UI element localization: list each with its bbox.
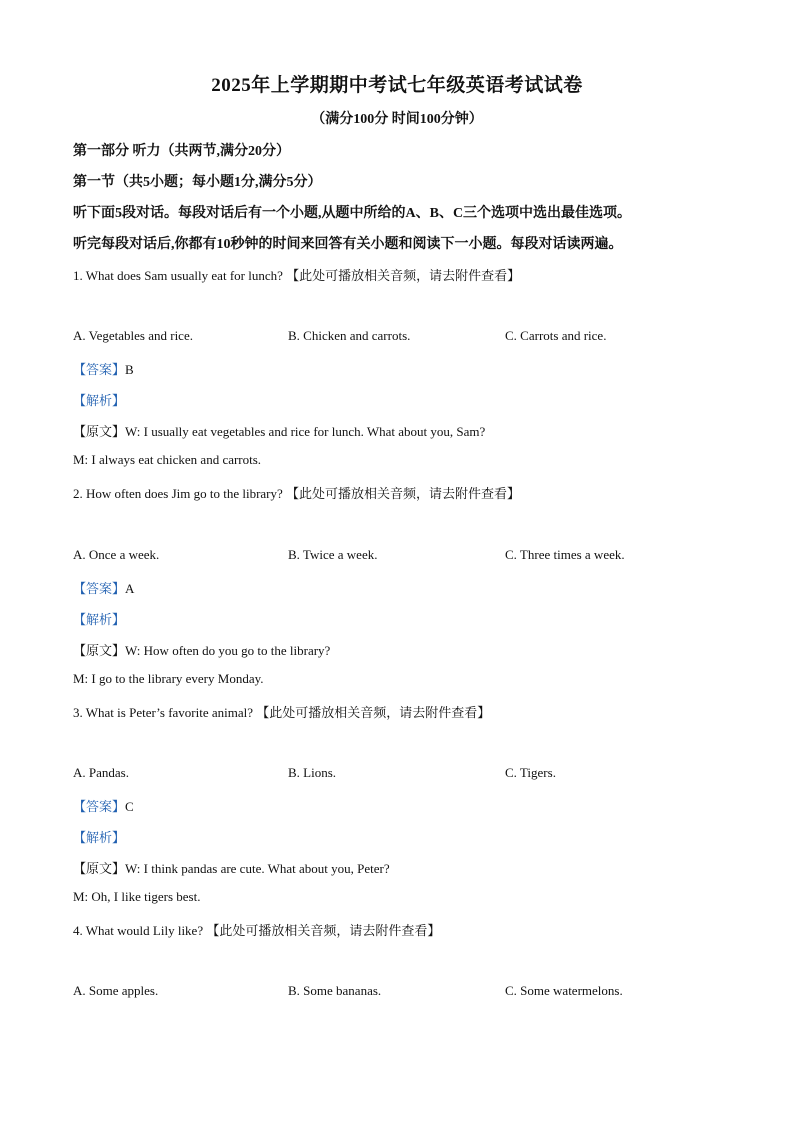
question-2-answer [73, 578, 134, 597]
question-1-original [73, 421, 485, 440]
original-label: 【原文】 [73, 424, 126, 439]
question-4-option-c: C. Some watermelons. [505, 983, 623, 998]
question-1-option-a: A. Vegetables and rice. [73, 328, 193, 343]
question-1-option-c: C. Carrots and rice. [505, 328, 607, 343]
original-text: W: I usually eat vegetables and rice for lunch. What about you, Sam? [125, 424, 486, 439]
question-4-text: 4. What would Lily like? 【此处可播放相关音频，请去附件查看】 [73, 923, 441, 938]
instruction-line-2: 听完每段对话后,你都有10秒钟的时间来回答有关小题和阅读下一小题。每段对话读两遍。 [73, 237, 623, 252]
question-2-analysis-label: 【解析】 [73, 612, 126, 627]
answer-value: C [125, 799, 134, 814]
question-1-analysis-label: 【解析】 [73, 393, 126, 408]
answer-value: B [125, 362, 134, 377]
question-3-answer [73, 796, 134, 815]
original-label: 【原文】 [73, 643, 126, 658]
question-1-option-b: B. Chicken and carrots. [288, 328, 411, 343]
original-text: W: How often do you go to the library? [125, 643, 331, 658]
section-heading: 第一节（共5小题；每小题1分,满分5分） [73, 175, 322, 190]
question-2-text: 2. How often does Jim go to the library? 【此处可播放相关音频，请去附件查看】 [73, 486, 521, 501]
question-3-option-a: A. Pandas. [73, 765, 129, 780]
page-subtitle: （满分100分 时间100分钟） [311, 112, 483, 127]
question-4-option-b: B. Some bananas. [288, 983, 382, 998]
question-2-original [73, 640, 330, 659]
original-label: 【原文】 [73, 861, 126, 876]
page-title: 2025年上学期期中考试七年级英语考试试卷 [211, 75, 583, 96]
question-3-original [73, 858, 390, 877]
question-3-option-c: C. Tigers. [505, 765, 556, 780]
answer-label: 【答案】 [73, 581, 126, 596]
question-2-option-c: C. Three times a week. [505, 547, 625, 562]
question-4-option-a: A. Some apples. [73, 983, 159, 998]
answer-value: A [125, 581, 135, 596]
answer-label: 【答案】 [73, 799, 126, 814]
answer-label: 【答案】 [73, 362, 126, 377]
question-1-text: 1. What does Sam usually eat for lunch? 【此处可播放相关音频，请去附件查看】 [73, 268, 521, 283]
question-3-option-b: B. Lions. [288, 765, 337, 780]
part-heading: 第一部分 听力（共两节,满分20分） [73, 144, 290, 159]
instruction-line-1: 听下面5段对话。每段对话后有一个小题,从题中所给的A、B、C三个选项中选出最佳选项。 [73, 206, 632, 221]
question-3-reply: M: Oh, I like tigers best. [73, 889, 201, 904]
question-1-reply: M: I always eat chicken and carrots. [73, 452, 262, 467]
original-text: W: I think pandas are cute. What about you, Peter? [125, 861, 390, 876]
question-1-answer [73, 359, 134, 378]
question-3-text: 3. What is Peter’s favorite animal? 【此处可播放相关音频，请去附件查看】 [73, 705, 491, 720]
question-2-option-a: A. Once a week. [73, 547, 160, 562]
question-3-analysis-label: 【解析】 [73, 830, 126, 845]
question-2-option-b: B. Twice a week. [288, 547, 378, 562]
question-2-reply: M: I go to the library every Monday. [73, 671, 264, 686]
